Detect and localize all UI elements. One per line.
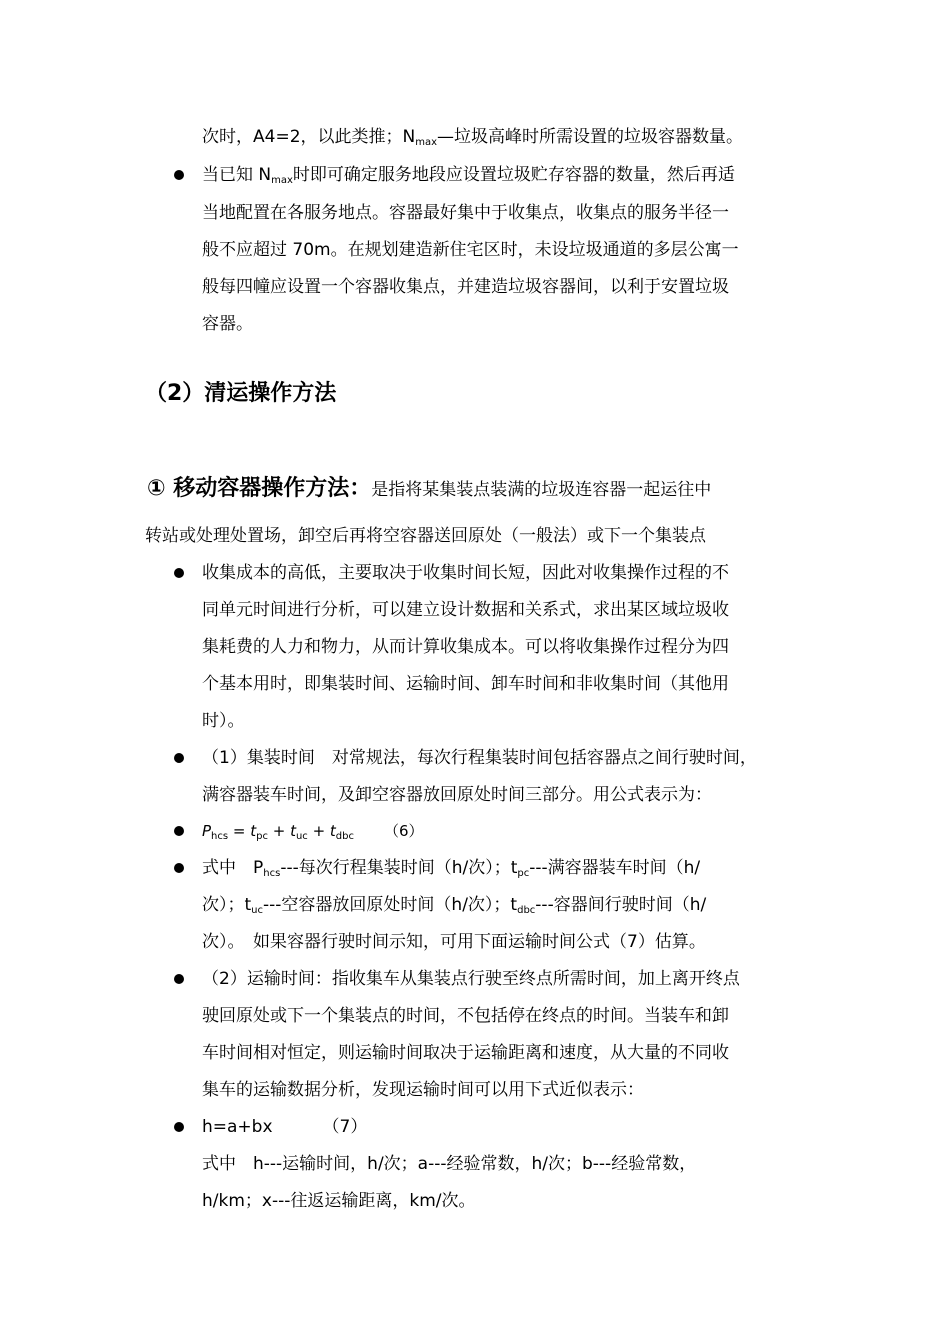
- bullet-text-line: 收集成本的高低，主要取决于收集时间长短，因此对收集操作过程的不: [202, 563, 729, 583]
- bullet-text-line: 同单元时间进行分析，可以建立设计数据和关系式，求出某区域垃圾收: [202, 600, 729, 620]
- bullet-text-line: 车时间相对恒定，则运输时间取决于运输距离和速度，从大量的不同收: [202, 1043, 729, 1063]
- subsection-heading: ① 移动容器操作方法：是指将某集装点装满的垃圾连容器一起运往中: [147, 476, 712, 501]
- bullet-icon: [174, 863, 184, 873]
- bullet-text-line: 次）。 如果容器行驶时间示知，可用下面运输时间公式（7）估算。: [202, 932, 706, 952]
- bullet-text-line: （1）集装时间 对常规法，每次行程集装时间包括容器点之间行驶时间，: [202, 748, 757, 768]
- bullet-text-line: 满容器装车时间，及卸空容器放回原处时间三部分。用公式表示为：: [202, 785, 712, 805]
- bullet-icon: [174, 753, 184, 763]
- bullet-text-line: 般不应超过 70m。在规划建造新住宅区时，未设垃圾通道的多层公寓一: [202, 240, 739, 260]
- bullet-text-line: 当地配置在各服务地点。容器最好集中于收集点，收集点的服务半径一: [202, 203, 729, 223]
- bullet-text-line: 式中 $P_{hcs}---$每次行程集装时间（h/次）；$t_{pc}---$满容器装车时间（h/: [202, 858, 701, 879]
- section-heading: （2）清运操作方法: [145, 381, 337, 406]
- bullet-icon: [174, 826, 184, 836]
- bullet-text-line: 式中 h---运输时间，h/次；a---经验常数，h/次；b---经验常数，: [202, 1154, 697, 1174]
- bullet-text-line: 容器。: [202, 314, 253, 334]
- paragraph-line: 次时，A4=2，以此类推；$N_{max}—$垃圾高峰时所需设置的垃圾容器数量。: [202, 127, 744, 148]
- bullet-text-line: （2）运输时间：指收集车从集装点行驶至终点所需时间，加上离开终点: [202, 969, 740, 989]
- bullet-text-line: 集耗费的人力和物力，从而计算收集成本。可以将收集操作过程分为四: [202, 637, 729, 657]
- bullet-text-line: h/km；x---往返运输距离，km/次。: [202, 1191, 476, 1211]
- bullet-text-line: 集车的运输数据分析，发现运输时间可以用下式近似表示：: [202, 1080, 644, 1100]
- bullet-text-line: 次）；$t_{uc}---$空容器放回原处时间（h/次）；$t_{dbc}---$容器间行驶时间（h/: [202, 895, 707, 916]
- bullet-text-line: 驶回原处或下一个集装点的时间，不包括停在终点的时间。当装车和卸: [202, 1006, 729, 1026]
- bullet-icon: [174, 568, 184, 578]
- bullet-text-line: 般每四幢应设置一个容器收集点，并建造垃圾容器间，以利于安置垃圾: [202, 277, 729, 297]
- bullet-icon: [174, 1122, 184, 1132]
- paragraph-line: 转站或处理处置场，卸空后再将空容器送回原处（一般法）或下一个集装点: [145, 526, 706, 546]
- bullet-icon: [174, 974, 184, 984]
- bullet-text-line: 当已知 $N_{max}$时即可确定服务地段应设置垃圾贮存容器的数量，然后再适: [202, 165, 735, 186]
- bullet-icon: [174, 170, 184, 180]
- formula-7: h=a+bx （7）: [202, 1117, 368, 1137]
- formula-6: $P_{hcs} = t_{pc} + t_{uc} + t_{dbc}$ （6）: [202, 822, 424, 842]
- bullet-text-line: 时）。: [202, 711, 245, 731]
- bullet-text-line: 个基本用时，即集装时间、运输时间、卸车时间和非收集时间（其他用: [202, 674, 729, 694]
